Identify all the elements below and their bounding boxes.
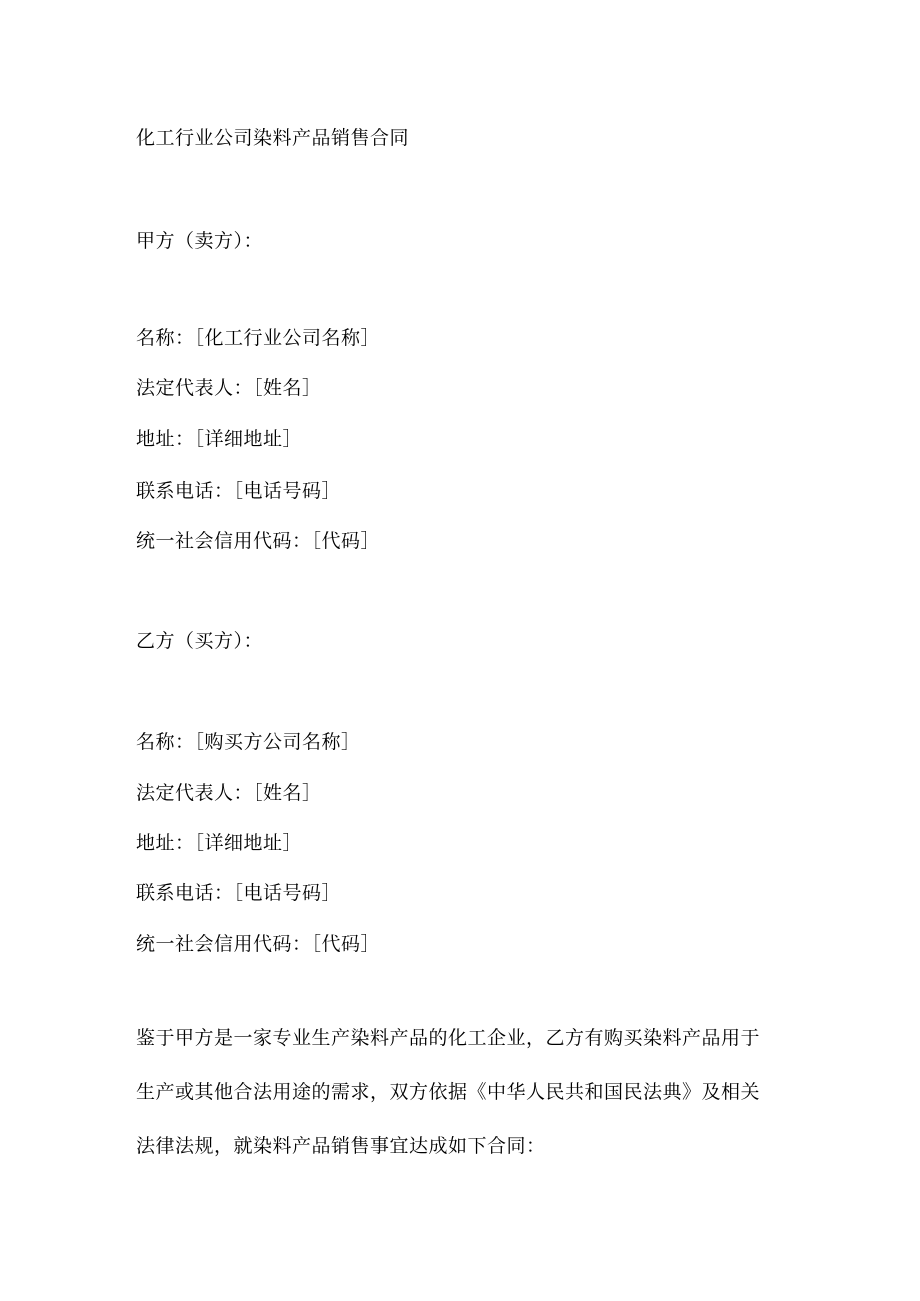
- party-a-heading: 甲方（卖方）：: [136, 230, 264, 252]
- preamble-line-3: 法律法规，就染料产品销售事宜达成如下合同：: [136, 1135, 546, 1157]
- party-a-name: 名称：［化工行业公司名称］: [136, 327, 381, 349]
- party-a-credit-code: 统一社会信用代码：［代码］: [136, 530, 381, 552]
- party-a-phone: 联系电话：［电话号码］: [136, 480, 342, 502]
- party-b-address: 地址：［详细地址］: [136, 832, 303, 854]
- party-b-representative: 法定代表人：［姓名］: [136, 782, 322, 804]
- party-b-phone: 联系电话：［电话号码］: [136, 882, 342, 904]
- party-b-name: 名称：［购买方公司名称］: [136, 731, 361, 753]
- party-b-heading: 乙方（买方）：: [136, 630, 264, 652]
- document-title: 化工行业公司染料产品销售合同: [136, 127, 410, 149]
- preamble-paragraph: [136, 1025, 786, 1187]
- party-b-credit-code: 统一社会信用代码：［代码］: [136, 933, 381, 955]
- preamble-line-2: 生产或其他合法用途的需求，双方依据《中华人民共和国民法典》及相关: [136, 1081, 761, 1103]
- party-a-address: 地址：［详细地址］: [136, 428, 303, 450]
- preamble-line-1: 鉴于甲方是一家专业生产染料产品的化工企业，乙方有购买染料产品用于: [136, 1027, 761, 1049]
- party-a-representative: 法定代表人：［姓名］: [136, 377, 322, 399]
